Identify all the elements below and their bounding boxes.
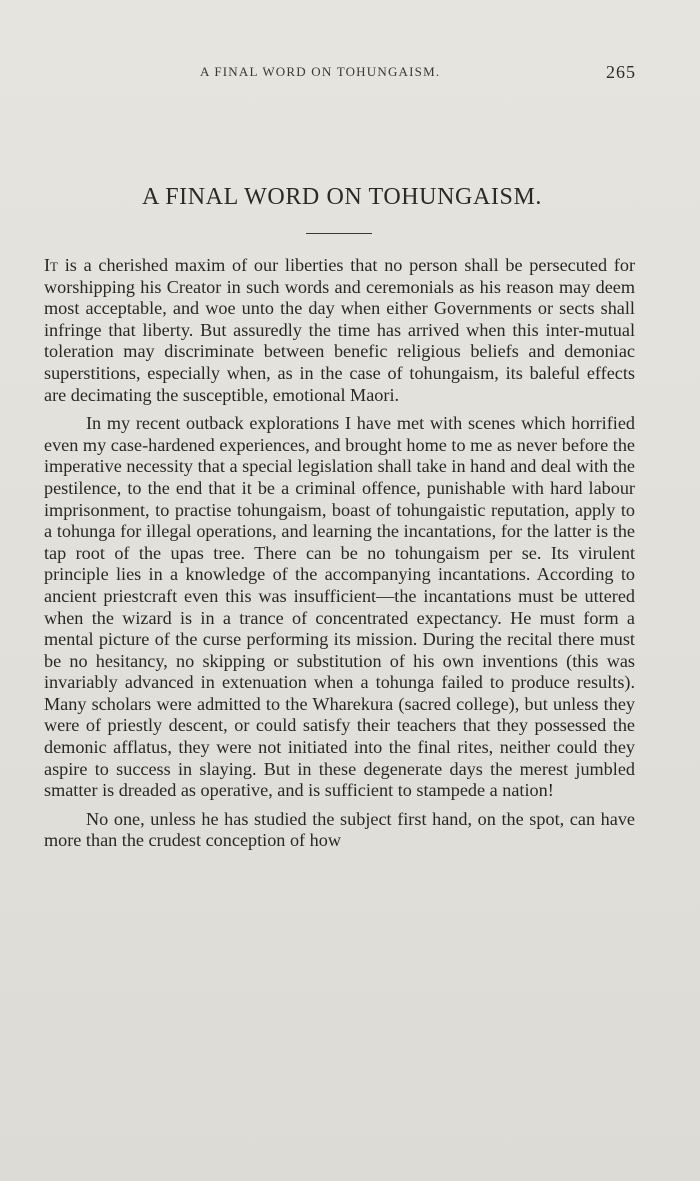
paragraph-2: In my recent outback explorations I have met with scenes which horrified even my case-hardened experiences, and brought home to me as never before the imperative necessity that a special legislation shall take in hand and deal with the pestilence, to the end that it be a criminal offence, punishable with hard labour imprisonment, to practise tohungaism, boast of tohungaistic reputation, apply to a tohunga for illegal operations, and learning the incantations, for the latter is the tap root of the upas tree. There can be no tohungaism per se. Its virulent principle lies in a knowledge of the accompanying incantations. According to ancient priestcraft even this was insufficient—the incantations must be uttered when the wizard is in a trance of concentrated expectancy. He must form a mental picture of the curse performing its mission. During the recital there must be no hesitancy, no skipping or substitution of his own inventions (this was invariably advanced in extenuation when a tohunga failed to produce results). Many scholars were admitted to the Wharekura (sacred college), but unless they were of priestly descent, or could satisfy their teachers that they possessed the demonic afflatus, they were not initiated into the final rites, neither could they aspire to success in slaying. But in these degenerate days the merest jumbled smatter is dreaded as operative, and is sufficient to stampede a nation! [44,413,635,801]
page-number: 265 [606,62,636,82]
chapter-title: A FINAL WORD ON TOHUNGAISM. [141,184,542,210]
paragraph-3: No one, unless he has studied the subject first hand, on the spot, can have more than the crudest conception of how [44,808,635,851]
running-head: A FINAL WORD ON TOHUNGAISM. [200,64,441,79]
paragraph-1-text: is a cherished maxim of our liberties that no person shall be persecuted for worshipping his Creator in such words and ceremonials as his reason may deem most acceptable, and woe unto the day when either Governments or sects shall infringe that liberty. But assuredly the time has arrived when this inter-mutual toleration may discriminate between benefic religious beliefs and demoniac superstitions, especially when, as in the case of tohungaism, its baleful effects are decimating the susceptible, emotional Maori. [44,255,635,405]
paragraph-1 [44,255,635,406]
body-text [44,255,635,859]
title-divider [306,233,372,234]
opening-word: It [44,255,58,275]
